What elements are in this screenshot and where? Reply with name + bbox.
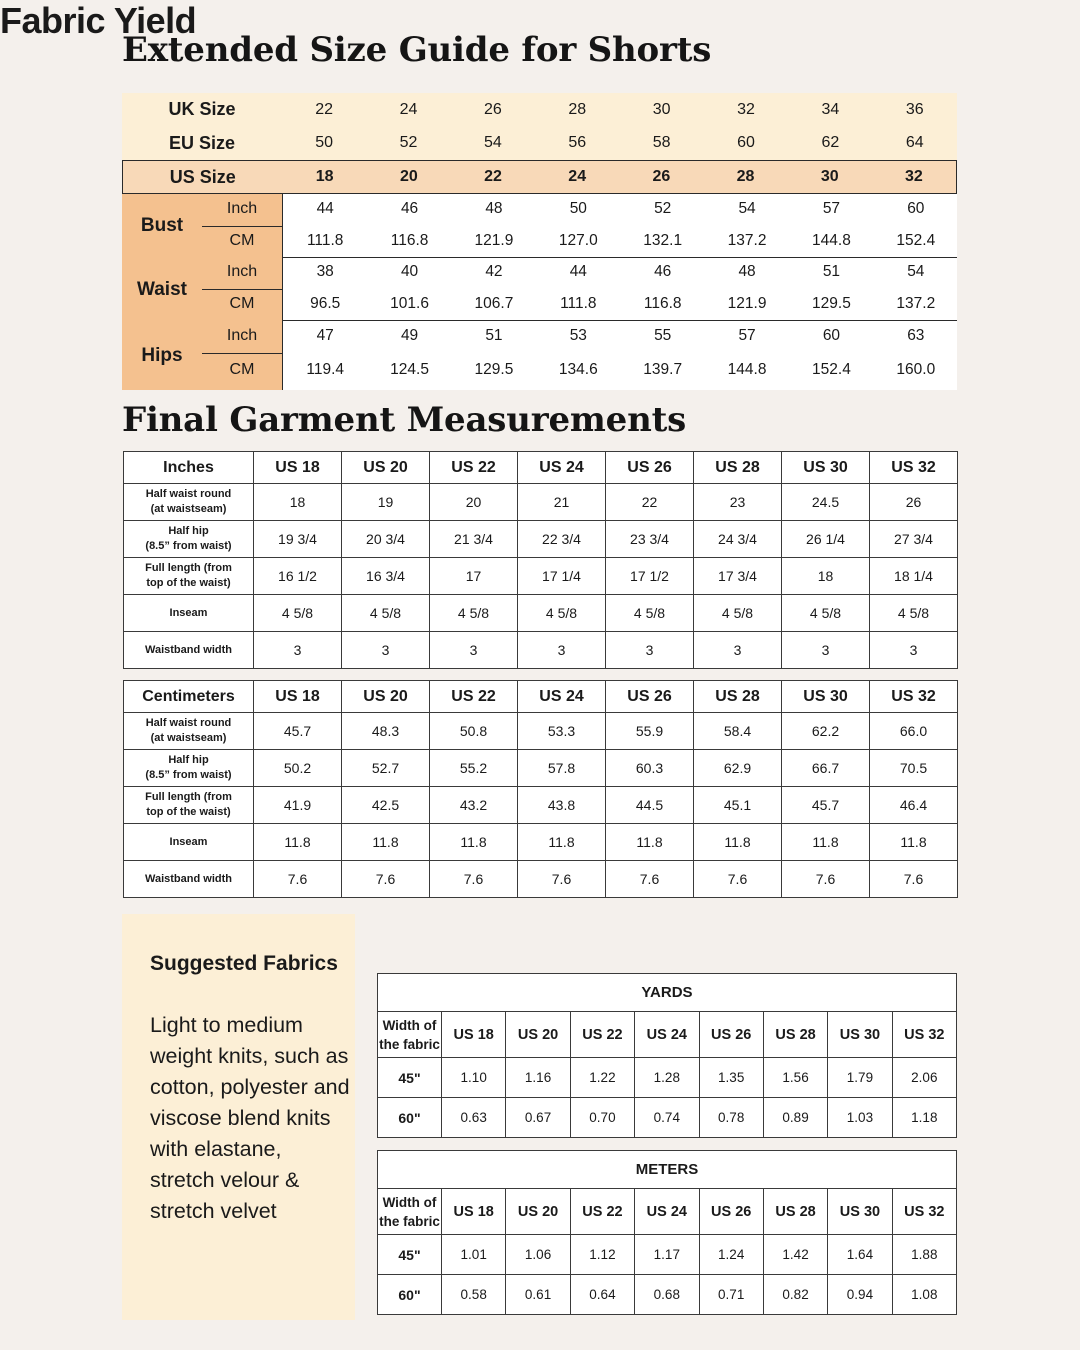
eu-size-cell: 50: [315, 134, 334, 151]
table-cell: 19: [342, 484, 430, 521]
value-cell: 121.9: [727, 295, 767, 312]
table-cell: 4 5/8: [606, 595, 694, 632]
eu-size-label: EU Size: [168, 132, 235, 153]
table-row: [124, 861, 958, 898]
table-cell: 4 5/8: [782, 595, 870, 632]
column-header: US 18: [442, 1012, 506, 1058]
table-cell: 1.28: [635, 1058, 699, 1098]
table-cell: 42.5: [342, 787, 430, 824]
unit-cm-label: CM: [229, 361, 255, 378]
unit-inch-label: Inch: [226, 200, 258, 217]
table-cell: 62.2: [782, 713, 870, 750]
value-cell: 40: [400, 263, 419, 280]
column-header: US 22: [570, 1012, 634, 1058]
value-cell: 46: [654, 263, 672, 280]
uk-size-label: UK Size: [168, 99, 236, 119]
waist-cm-row: [283, 295, 958, 313]
table-cell: 0.78: [699, 1098, 763, 1138]
table-cell: 4 5/8: [254, 595, 342, 632]
value-cell: 137.2: [727, 232, 767, 249]
column-header: US 18: [254, 681, 342, 713]
size-guide-table: [122, 93, 957, 390]
row-label: Half hip (8.5” from waist): [124, 521, 254, 558]
table-cell: 1.08: [892, 1275, 956, 1315]
width-of-fabric-header: Width of the fabric: [378, 1189, 442, 1235]
row-label: Full length (from top of the waist): [124, 558, 254, 595]
table-cell: 0.63: [442, 1098, 506, 1138]
value-cell: 127.0: [558, 232, 598, 249]
fabric-yield-title: Fabric Yield: [0, 0, 197, 41]
yards-caption: YARDS: [378, 974, 957, 1012]
value-cell: 137.2: [896, 295, 936, 312]
table-cell: 1.56: [763, 1058, 827, 1098]
us-size-cell: 28: [736, 168, 755, 185]
value-cell: 47: [316, 327, 334, 344]
us-size-cell: 30: [820, 168, 839, 185]
table-cell: 11.8: [782, 824, 870, 861]
uk-size-cell: 28: [568, 100, 587, 118]
value-cell: 48: [738, 263, 756, 280]
value-cell: 46: [400, 200, 419, 217]
column-header: US 20: [342, 452, 430, 484]
column-header: US 24: [635, 1189, 699, 1235]
value-cell: 54: [907, 263, 925, 280]
table-cell: 11.8: [342, 824, 430, 861]
us-size-label: US Size: [169, 166, 236, 187]
table-cell: 46.4: [870, 787, 958, 824]
table-cell: 1.35: [699, 1058, 763, 1098]
fabric-width-cell: 45": [378, 1058, 442, 1098]
value-cell: 96.5: [310, 295, 341, 312]
us-size-cell: 20: [399, 168, 418, 185]
column-header: US 26: [699, 1012, 763, 1058]
value-cell: 51: [485, 327, 503, 344]
column-header: US 18: [442, 1189, 506, 1235]
yield-yards-table: [377, 973, 957, 1138]
eu-size-cell: 62: [821, 134, 840, 151]
uk-size-row: [122, 93, 957, 126]
table-cell: 1.12: [570, 1235, 634, 1275]
table-cell: 23 3/4: [606, 521, 694, 558]
table-cell: 1.88: [892, 1235, 956, 1275]
table-row: [124, 595, 958, 632]
row-label: Half waist round (at waistseam): [124, 713, 254, 750]
table-cell: 45.1: [694, 787, 782, 824]
table-cell: 3: [518, 632, 606, 669]
table-cell: 1.16: [506, 1058, 570, 1098]
unit-header: Inches: [124, 452, 254, 484]
table-cell: 0.94: [828, 1275, 892, 1315]
garment-centimeters-table: [123, 680, 958, 898]
table-cell: 0.58: [442, 1275, 506, 1315]
table-cell: 43.8: [518, 787, 606, 824]
table-cell: 21: [518, 484, 606, 521]
table-row: [378, 1098, 957, 1138]
value-cell: 139.7: [643, 361, 683, 378]
value-cell: 160.0: [896, 361, 936, 378]
table-cell: 0.71: [699, 1275, 763, 1315]
table-cell: 0.82: [763, 1275, 827, 1315]
table-cell: 44.5: [606, 787, 694, 824]
hips-label: Hips: [141, 344, 183, 366]
row-label: Inseam: [124, 595, 254, 632]
eu-size-row: [122, 126, 957, 160]
value-cell: 129.5: [812, 295, 851, 312]
table-cell: 1.79: [828, 1058, 892, 1098]
table-cell: 1.18: [892, 1098, 956, 1138]
value-cell: 101.6: [390, 295, 429, 312]
table-cell: 41.9: [254, 787, 342, 824]
table-header-row: [124, 452, 958, 484]
column-header: US 30: [828, 1189, 892, 1235]
column-header: US 22: [570, 1189, 634, 1235]
table-row: [378, 1235, 957, 1275]
column-header: US 28: [763, 1189, 827, 1235]
hips-inch-row: [283, 327, 958, 345]
table-cell: 26: [870, 484, 958, 521]
unit-cm-label: CM: [229, 295, 255, 312]
column-header: US 18: [254, 452, 342, 484]
table-cell: 3: [694, 632, 782, 669]
table-cell: 7.6: [430, 861, 518, 898]
column-header: US 24: [635, 1012, 699, 1058]
table-cell: 55.9: [606, 713, 694, 750]
bust-block: [122, 194, 957, 258]
unit-cm-label: CM: [229, 232, 255, 249]
table-cell: 26 1/4: [782, 521, 870, 558]
value-cell: 121.9: [474, 232, 514, 249]
column-header: US 30: [782, 681, 870, 713]
row-label: Half hip (8.5” from waist): [124, 750, 254, 787]
eu-size-cell: 58: [652, 134, 671, 151]
hips-cm-row: [283, 361, 958, 379]
fabric-width-cell: 60": [378, 1275, 442, 1315]
value-cell: 48: [485, 200, 503, 217]
table-cell: 20 3/4: [342, 521, 430, 558]
table-cell: 1.42: [763, 1235, 827, 1275]
value-cell: 60: [907, 200, 925, 217]
table-cell: 3: [870, 632, 958, 669]
us-size-row: [122, 160, 957, 194]
table-cell: 4 5/8: [430, 595, 518, 632]
value-cell: 132.1: [643, 232, 683, 249]
table-cell: 16 3/4: [342, 558, 430, 595]
table-header-row: [124, 681, 958, 713]
table-cell: 18: [782, 558, 870, 595]
uk-size-cell: 32: [737, 100, 755, 118]
value-cell: 55: [654, 327, 672, 344]
table-cell: 4 5/8: [694, 595, 782, 632]
column-header: US 32: [892, 1012, 956, 1058]
value-cell: 111.8: [560, 295, 597, 312]
table-cell: 24.5: [782, 484, 870, 521]
table-cell: 57.8: [518, 750, 606, 787]
table-cell: 4 5/8: [518, 595, 606, 632]
value-cell: 129.5: [474, 361, 514, 378]
table-cell: 22 3/4: [518, 521, 606, 558]
meters-caption: METERS: [378, 1151, 957, 1189]
column-header: US 32: [870, 452, 958, 484]
us-size-cell: 32: [904, 168, 923, 185]
row-label: Waistband width: [124, 861, 254, 898]
column-header: US 26: [606, 452, 694, 484]
eu-size-cell: 64: [905, 134, 924, 151]
table-row: [124, 787, 958, 824]
value-cell: 49: [400, 327, 419, 344]
eu-size-cell: 56: [568, 134, 587, 151]
table-cell: 0.74: [635, 1098, 699, 1138]
table-cell: 7.6: [694, 861, 782, 898]
table-cell: 45.7: [254, 713, 342, 750]
column-header: US 32: [870, 681, 958, 713]
value-cell: 53: [569, 327, 587, 344]
table-cell: 11.8: [870, 824, 958, 861]
value-cell: 44: [569, 263, 587, 280]
value-cell: 54: [738, 200, 756, 217]
us-size-cell: 18: [315, 168, 334, 185]
column-header: US 22: [430, 452, 518, 484]
column-header: US 28: [694, 681, 782, 713]
column-header: US 28: [694, 452, 782, 484]
column-header: US 22: [430, 681, 518, 713]
table-cell: 3: [782, 632, 870, 669]
table-cell: 1.64: [828, 1235, 892, 1275]
yield-meters-table: [377, 1150, 957, 1315]
garment-inches-table: [123, 451, 958, 669]
value-cell: 144.8: [727, 361, 767, 378]
table-row: [124, 521, 958, 558]
table-cell: 66.0: [870, 713, 958, 750]
eu-size-cell: 54: [484, 134, 502, 151]
column-header: US 28: [763, 1012, 827, 1058]
table-cell: 55.2: [430, 750, 518, 787]
suggested-fabrics-title: Suggested Fabrics: [150, 952, 338, 975]
eu-size-cell: 52: [399, 134, 418, 151]
table-cell: 1.03: [828, 1098, 892, 1138]
table-cell: 0.64: [570, 1275, 634, 1315]
value-cell: 57: [822, 200, 841, 217]
table-cell: 48.3: [342, 713, 430, 750]
uk-size-cell: 22: [315, 100, 334, 118]
table-cell: 22: [606, 484, 694, 521]
eu-size-cell: 60: [737, 134, 755, 151]
table-cell: 7.6: [782, 861, 870, 898]
us-size-cell: 22: [484, 168, 502, 185]
value-cell: 134.6: [558, 361, 598, 378]
value-cell: 38: [316, 263, 334, 280]
table-cell: 45.7: [782, 787, 870, 824]
table-cell: 4 5/8: [342, 595, 430, 632]
table-cell: 62.9: [694, 750, 782, 787]
bust-cm-row: [283, 232, 958, 250]
column-header: US 26: [606, 681, 694, 713]
table-cell: 7.6: [518, 861, 606, 898]
table-cell: 58.4: [694, 713, 782, 750]
table-cell: 18: [254, 484, 342, 521]
table-cell: 17 3/4: [694, 558, 782, 595]
table-cell: 50.8: [430, 713, 518, 750]
table-cell: 3: [342, 632, 430, 669]
value-cell: 50: [569, 200, 587, 217]
column-header: US 30: [828, 1012, 892, 1058]
table-cell: 1.10: [442, 1058, 506, 1098]
table-cell: 11.8: [254, 824, 342, 861]
suggested-fabrics-text: Light to medium weight knits, such as cotton, polyester and viscose blend knits with elastane, stretch velour & stretch velvet: [150, 1013, 350, 1223]
table-cell: 53.3: [518, 713, 606, 750]
value-cell: 57: [738, 327, 756, 344]
table-cell: 4 5/8: [870, 595, 958, 632]
column-header: US 24: [518, 681, 606, 713]
value-cell: 116.8: [643, 295, 682, 312]
table-cell: 52.7: [342, 750, 430, 787]
column-header: US 32: [892, 1189, 956, 1235]
table-cell: 0.68: [635, 1275, 699, 1315]
bust-inch-row: [283, 200, 958, 218]
suggested-fabrics-panel: [122, 914, 355, 1320]
value-cell: 119.4: [306, 361, 344, 378]
table-cell: 43.2: [430, 787, 518, 824]
value-cell: 42: [485, 263, 503, 280]
value-cell: 111.8: [306, 232, 344, 249]
table-row: [124, 558, 958, 595]
table-cell: 1.01: [442, 1235, 506, 1275]
table-header-row: [378, 1012, 957, 1058]
table-row: [378, 1058, 957, 1098]
table-cell: 20: [430, 484, 518, 521]
row-label: Waistband width: [124, 632, 254, 669]
width-of-fabric-header: Width of the fabric: [378, 1012, 442, 1058]
uk-size-cell: 30: [652, 100, 671, 118]
table-cell: 19 3/4: [254, 521, 342, 558]
waist-inch-row: [283, 263, 958, 281]
value-cell: 44: [316, 200, 334, 217]
table-cell: 27 3/4: [870, 521, 958, 558]
table-cell: 23: [694, 484, 782, 521]
table-cell: 11.8: [694, 824, 782, 861]
table-cell: 11.8: [430, 824, 518, 861]
table-cell: 3: [254, 632, 342, 669]
table-cell: 16 1/2: [254, 558, 342, 595]
table-cell: 17 1/2: [606, 558, 694, 595]
column-header: US 24: [518, 452, 606, 484]
table-cell: 60.3: [606, 750, 694, 787]
column-header: US 20: [342, 681, 430, 713]
table-row: [124, 713, 958, 750]
hips-block: [122, 321, 957, 390]
row-label: Full length (from top of the waist): [124, 787, 254, 824]
value-cell: 144.8: [812, 232, 851, 249]
us-size-cell: 26: [652, 168, 671, 185]
column-header: US 30: [782, 452, 870, 484]
table-row: [124, 824, 958, 861]
column-header: US 26: [699, 1189, 763, 1235]
bust-label: Bust: [140, 215, 184, 236]
table-cell: 66.7: [782, 750, 870, 787]
table-cell: 11.8: [606, 824, 694, 861]
value-cell: 63: [907, 327, 925, 344]
table-cell: 0.89: [763, 1098, 827, 1138]
table-cell: 3: [606, 632, 694, 669]
garment-title: Final Garment Measurements: [122, 400, 687, 440]
value-cell: 152.4: [896, 232, 936, 249]
table-cell: 17: [430, 558, 518, 595]
table-cell: 70.5: [870, 750, 958, 787]
table-cell: 18 1/4: [870, 558, 958, 595]
table-row: [124, 484, 958, 521]
table-cell: 24 3/4: [694, 521, 782, 558]
table-cell: 7.6: [342, 861, 430, 898]
table-cell: 17 1/4: [518, 558, 606, 595]
uk-size-cell: 34: [821, 100, 840, 118]
table-cell: 0.61: [506, 1275, 570, 1315]
table-cell: 1.24: [699, 1235, 763, 1275]
size-guide-title: Extended Size Guide for Shorts: [122, 30, 712, 70]
table-cell: 0.67: [506, 1098, 570, 1138]
table-cell: 1.17: [635, 1235, 699, 1275]
fabric-width-cell: 60": [378, 1098, 442, 1138]
uk-size-cell: 36: [905, 100, 924, 118]
value-cell: 106.7: [474, 295, 514, 312]
table-cell: 11.8: [518, 824, 606, 861]
fabric-width-cell: 45": [378, 1235, 442, 1275]
row-label: Half waist round (at waistseam): [124, 484, 254, 521]
table-row: [124, 750, 958, 787]
waist-block: [122, 258, 957, 321]
table-cell: 50.2: [254, 750, 342, 787]
table-row: [124, 632, 958, 669]
value-cell: 52: [654, 200, 672, 217]
value-cell: 116.8: [390, 232, 429, 249]
table-cell: 7.6: [870, 861, 958, 898]
value-cell: 51: [822, 263, 841, 280]
uk-size-cell: 24: [399, 100, 418, 118]
table-cell: 7.6: [254, 861, 342, 898]
value-cell: 152.4: [812, 361, 851, 378]
us-size-cell: 24: [568, 168, 587, 185]
table-cell: 1.22: [570, 1058, 634, 1098]
value-cell: 124.5: [390, 361, 429, 378]
table-cell: 3: [430, 632, 518, 669]
column-header: US 20: [506, 1012, 570, 1058]
unit-inch-label: Inch: [226, 327, 258, 344]
table-row: [378, 1275, 957, 1315]
table-cell: 1.06: [506, 1235, 570, 1275]
column-header: US 20: [506, 1189, 570, 1235]
waist-label: Waist: [137, 278, 187, 300]
table-header-row: [378, 1189, 957, 1235]
uk-size-cell: 26: [484, 100, 502, 118]
table-cell: 7.6: [606, 861, 694, 898]
table-cell: 0.70: [570, 1098, 634, 1138]
row-label: Inseam: [124, 824, 254, 861]
value-cell: 60: [822, 327, 841, 344]
table-cell: 2.06: [892, 1058, 956, 1098]
unit-header: Centimeters: [124, 681, 254, 713]
table-cell: 21 3/4: [430, 521, 518, 558]
unit-inch-label: Inch: [226, 263, 258, 280]
